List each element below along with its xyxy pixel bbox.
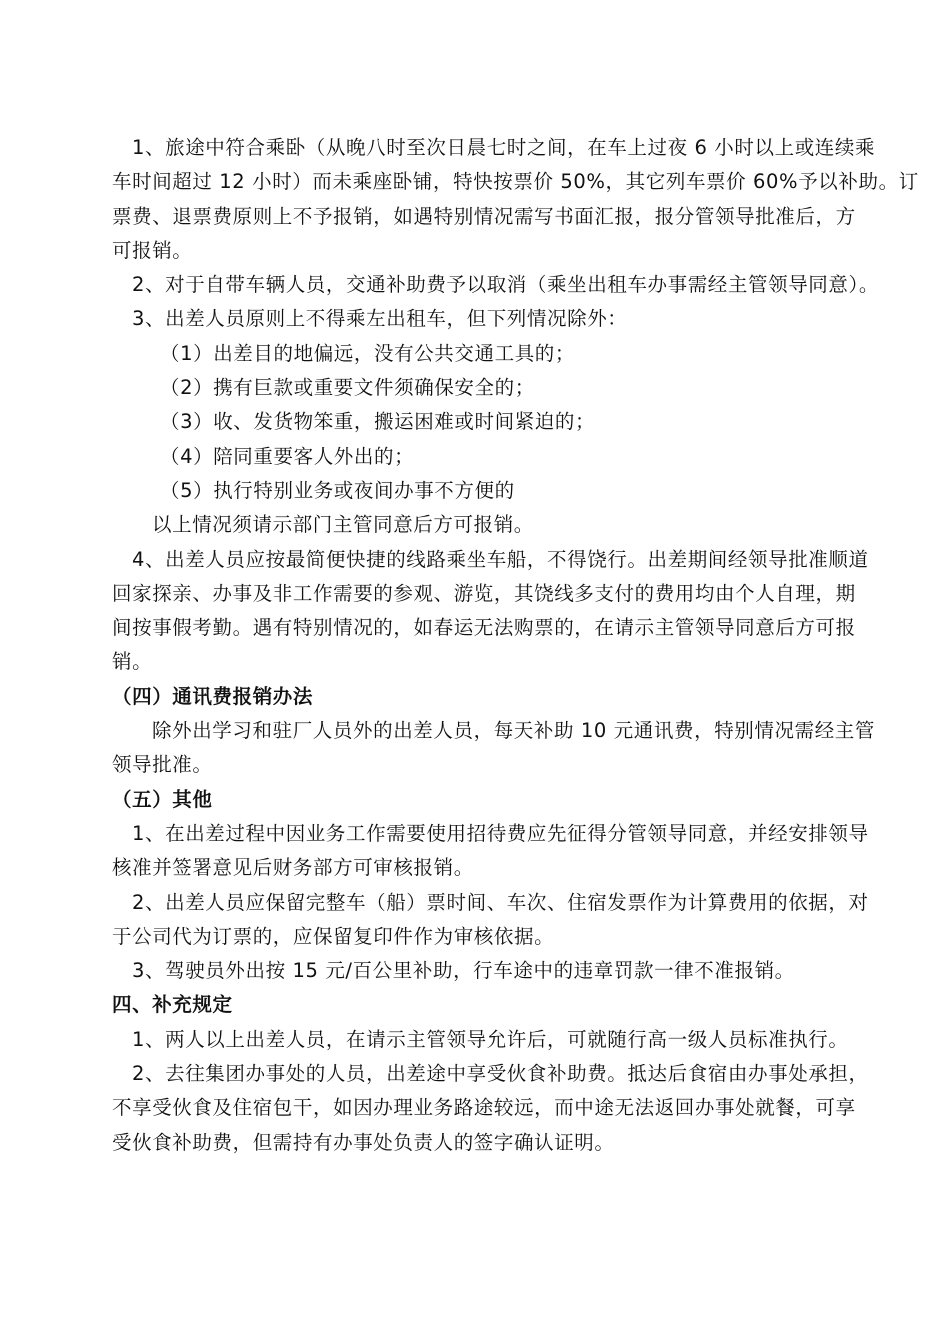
paragraph-line: 3、出差人员原则上不得乘左出租车，但下列情况除外： [132, 307, 628, 331]
section-heading: 四、补充规定 [112, 993, 233, 1017]
paragraph-line: 受伙食补助费，但需持有办事处负责人的签字确认证明。 [112, 1130, 615, 1154]
paragraph-line: 3、驾驶员外出按 15 元/百公里补助，行车途中的违章罚款一律不准报销。 [132, 959, 795, 983]
section-heading: （五）其他 [112, 787, 213, 811]
paragraph-line: 领导批准。 [112, 753, 213, 777]
list-item: （4）陪同重要客人外出的； [160, 444, 415, 468]
paragraph-line: 间按事假考勤。遇有特别情况的，如春运无法购票的，在请示主管领导同意后方可报 [112, 616, 856, 640]
paragraph-line: 除外出学习和驻厂人员外的出差人员，每天补助 10 元通讯费，特别情况需经主管 [152, 719, 876, 743]
paragraph-line: 2、出差人员应保留完整车（船）票时间、车次、住宿发票作为计算费用的依据，对 [132, 890, 869, 914]
list-item: （2）携有巨款或重要文件须确保安全的； [160, 376, 535, 400]
paragraph-line: 回家探亲、办事及非工作需要的参观、游览，其饶线多支付的费用均由个人自理，期 [112, 581, 856, 605]
paragraph-line: 销。 [112, 650, 153, 674]
paragraph-line: 2、去往集团办事处的人员，出差途中享受伙食补助费。抵达后食宿由办事处承担， [132, 1062, 869, 1086]
section-heading: （四）通讯费报销办法 [112, 684, 314, 708]
paragraph-line: 车时间超过 12 小时）而未乘座卧铺，特快按票价 50%，其它列车票价 60%予以补助。订 [112, 170, 919, 194]
paragraph-line: 1、两人以上出差人员，在请示主管领导允许后，可就随行高一级人员标准执行。 [132, 1027, 849, 1051]
paragraph-line: 1、在出差过程中因业务工作需要使用招待费应先征得分管领导同意，并经安排领导 [132, 821, 869, 845]
paragraph-line: 可报销。 [112, 238, 193, 262]
paragraph-line: 核准并签署意见后财务部方可审核报销。 [112, 856, 474, 880]
paragraph-line: 于公司代为订票的，应保留复印件作为审核依据。 [112, 924, 555, 948]
paragraph-line: 4、出差人员应按最简便快捷的线路乘坐车船，不得饶行。出差期间经领导批准顺道 [132, 547, 869, 571]
paragraph-line: 以上情况须请示部门主管同意后方可报销。 [152, 513, 534, 537]
paragraph-line: 2、对于自带车辆人员，交通补助费予以取消（乘坐出租车办事需经主管领导同意）。 [132, 273, 879, 297]
paragraph-line: 票费、退票费原则上不予报销，如遇特别情况需写书面汇报，报分管领导批准后，方 [112, 204, 856, 228]
list-item: （5）执行特别业务或夜间办事不方便的 [160, 478, 515, 502]
document-body [112, 131, 919, 1160]
paragraph-line: 不享受伙食及住宿包干，如因办理业务路途较远，而中途无法返回办事处就餐，可享 [112, 1096, 856, 1120]
list-item: （1）出差目的地偏远，没有公共交通工具的； [160, 341, 576, 365]
paragraph-line: 1、旅途中符合乘卧（从晚八时至次日晨七时之间，在车上过夜 6 小时以上或连续乘 [132, 136, 876, 159]
list-item: （3）收、发货物笨重，搬运困难或时间紧迫的； [160, 410, 596, 434]
